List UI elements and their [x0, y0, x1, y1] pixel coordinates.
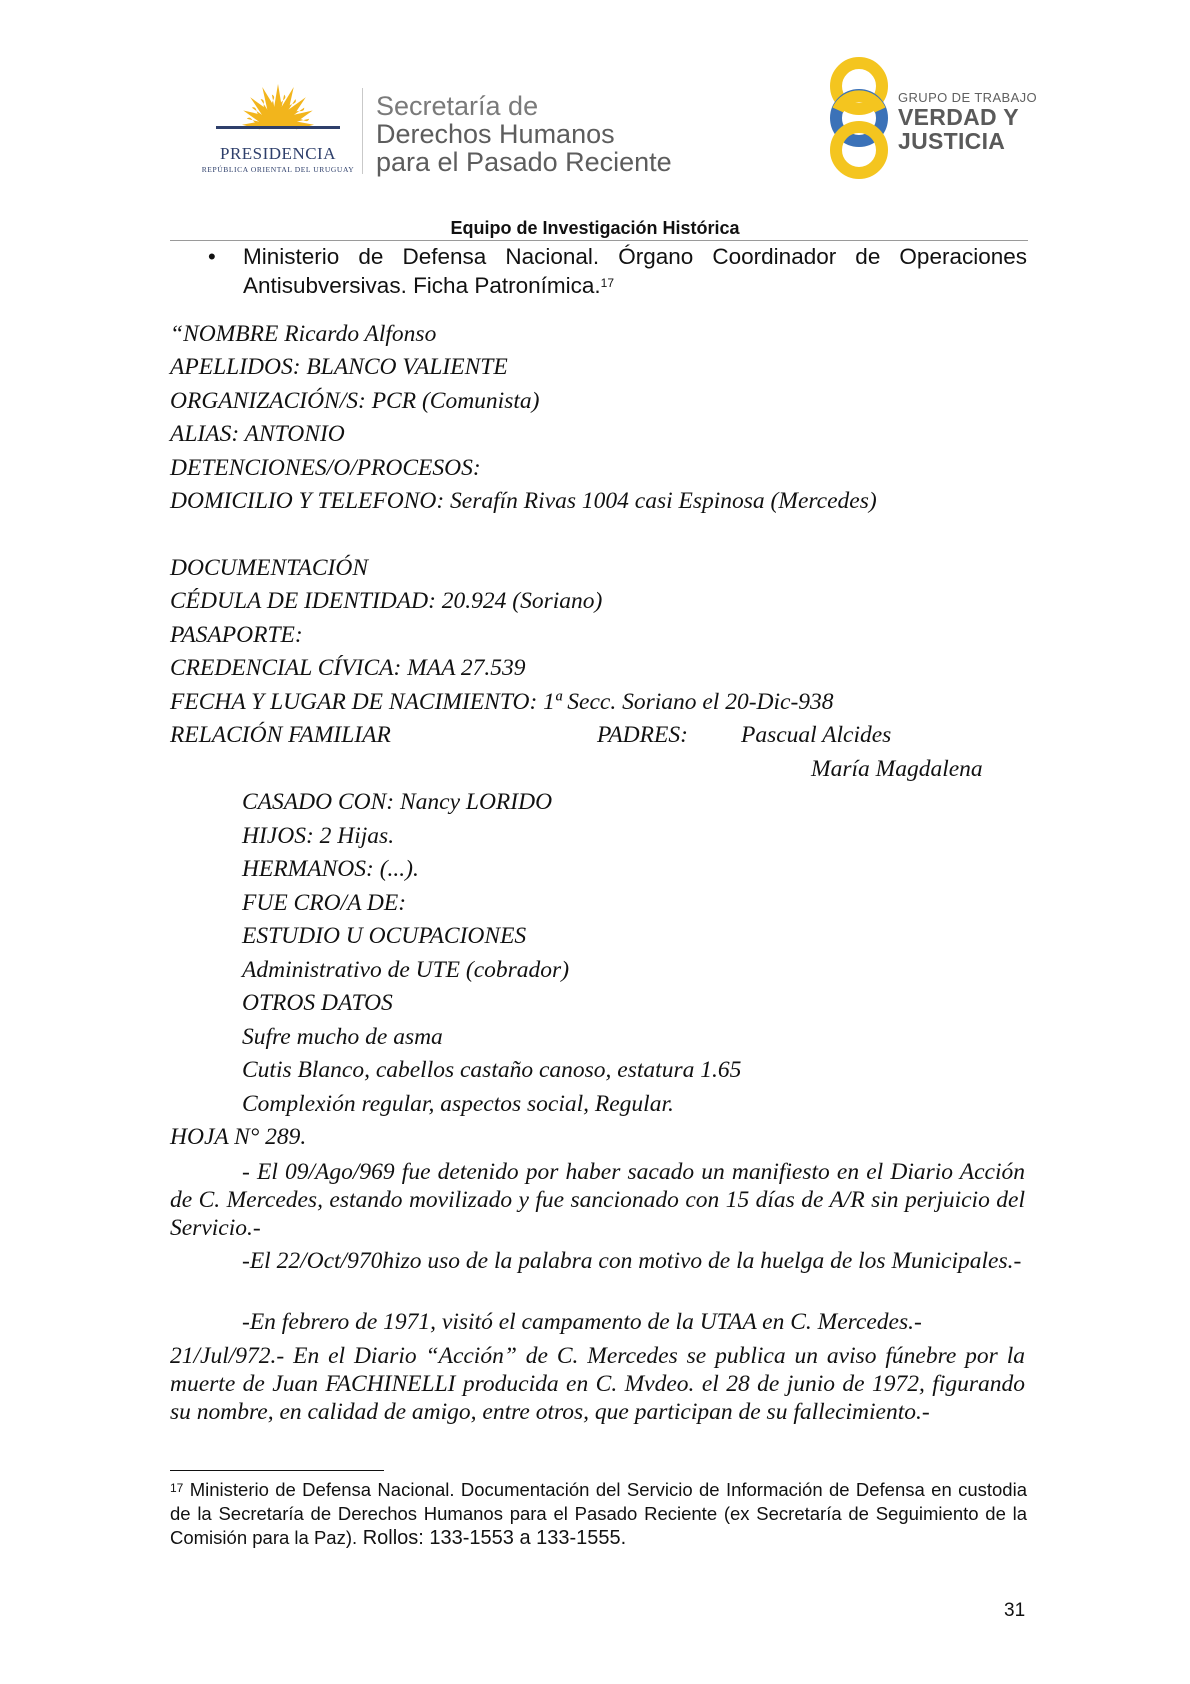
- ficha-pasaporte: PASAPORTE:: [170, 622, 303, 648]
- entry-4: 21/Jul/972.- En el Diario “Acción” de C. Mercedes se publica un aviso fúnebre por la muerte de Juan FACHINELLI producida en C. Mvdeo. el 28 de junio de 1972, figurando su nombre, en calidad de amigo, entre otros, que participan de su fallecimiento.-: [170, 1343, 1025, 1425]
- ficha-organizacion: ORGANIZACIÓN/S: PCR (Comunista): [170, 388, 540, 414]
- ficha-casado: CASADO CON: Nancy LORIDO: [242, 789, 553, 815]
- secretaria-line-1: Secretaría de: [376, 91, 539, 121]
- ficha-apellidos: APELLIDOS: BLANCO VALIENTE: [170, 354, 508, 380]
- footnote-number: 17: [170, 1481, 184, 1495]
- ficha-estudio: ESTUDIO U OCUPACIONES: [242, 923, 527, 949]
- presidencia-logo: [198, 82, 358, 177]
- source-bullet-text: Ministerio de Defensa Nacional. Órgano Coordinador de Operaciones Antisubversivas. Ficha Patronímica.: [243, 244, 1027, 298]
- ficha-credencial: CREDENCIAL CÍVICA: MAA 27.539: [170, 655, 526, 681]
- ficha-nombre: “NOMBRE Ricardo Alfonso: [170, 321, 437, 347]
- ficha-relacion: RELACIÓN FAMILIAR: [170, 722, 391, 748]
- ficha-padres-label: PADRES:: [597, 722, 688, 748]
- section-title: Equipo de Investigación Histórica: [450, 218, 740, 238]
- footnote-rule: [170, 1470, 384, 1471]
- ficha-ocupacion: Administrativo de UTE (cobrador): [242, 957, 570, 983]
- footnote: [170, 1478, 1027, 1550]
- footnote-ref[interactable]: 17: [600, 276, 614, 290]
- secretaria-wordmark: [376, 92, 672, 176]
- entry-2: -El 22/Oct/970hizo uso de la palabra con motivo de la huelga de los Municipales.-: [242, 1248, 1022, 1274]
- gtvj-line-3: JUSTICIA: [898, 128, 1006, 154]
- ficha-hoja: HOJA N° 289.: [170, 1124, 307, 1150]
- ficha-complexion: Complexión regular, aspectos social, Regular.: [242, 1091, 674, 1117]
- page-number: 31: [1004, 1600, 1026, 1621]
- source-bullet: [243, 242, 1027, 300]
- ficha-asma: Sufre mucho de asma: [242, 1024, 443, 1050]
- bullet-dot-icon: •: [208, 244, 216, 269]
- gtvj-line-1: GRUPO DE TRABAJO: [898, 90, 1038, 105]
- ficha-documentacion: DOCUMENTACIÓN: [170, 555, 369, 581]
- ficha-otros: OTROS DATOS: [242, 990, 393, 1016]
- ficha-cutis: Cutis Blanco, cabellos castaño canoso, estatura 1.65: [242, 1057, 742, 1083]
- ficha-fecha-lugar: FECHA Y LUGAR DE NACIMIENTO: 1ª Secc. Soriano el 20-Dic-938: [170, 689, 834, 715]
- ficha-padre: Pascual Alcides: [741, 722, 892, 748]
- ficha-cedula: CÉDULA DE IDENTIDAD: 20.924 (Soriano): [170, 588, 603, 614]
- sun-emblem-icon: [198, 82, 358, 144]
- header-rule: [170, 240, 1028, 241]
- entry-3: -En febrero de 1971, visitó el campamento de la UTAA en C. Mercedes.-: [242, 1309, 922, 1335]
- entry-1: - El 09/Ago/969 fue detenido por haber sacado un manifiesto en el Diario Acción de C. Mercedes, estando movilizado y fue sancionado con 15 días de A/R sin perjuicio del Servicio.-: [170, 1159, 1025, 1241]
- footnote-rollos: Rollos: 133-1553 a 133-1555.: [357, 1527, 627, 1549]
- footnote-text: Ministerio de Defensa Nacional. Documentación del Servicio de Información de Defensa en custodia de la Secretaría de Derechos Humanos para el Pasado Reciente (ex Secretaría de Seguimiento de la Comisión para la Paz).: [170, 1479, 1027, 1548]
- logo-divider: [362, 88, 363, 174]
- ficha-madre: María Magdalena: [811, 756, 983, 782]
- secretaria-line-3: para el Pasado Reciente: [376, 147, 672, 177]
- ficha-detenciones: DETENCIONES/O/PROCESOS:: [170, 455, 481, 481]
- ficha-hermanos: HERMANOS: (...).: [242, 856, 419, 882]
- ficha-hijos: HIJOS: 2 Hijas.: [242, 823, 395, 849]
- gtvj-line-2: VERDAD Y: [898, 104, 1019, 130]
- ficha-alias: ALIAS: ANTONIO: [170, 421, 345, 447]
- ficha-domicilio: DOMICILIO Y TELEFONO: Serafín Rivas 1004 casi Espinosa (Mercedes): [170, 488, 877, 514]
- secretaria-line-2: Derechos Humanos: [376, 119, 615, 149]
- presidencia-wordmark: PRESIDENCIA: [219, 144, 336, 163]
- verdad-justicia-wordmark: [898, 90, 1037, 153]
- ficha-fue-cro: FUE CRO/A DE:: [242, 890, 407, 916]
- presidencia-subtitle: REPÚBLICA ORIENTAL DEL URUGUAY: [201, 165, 355, 174]
